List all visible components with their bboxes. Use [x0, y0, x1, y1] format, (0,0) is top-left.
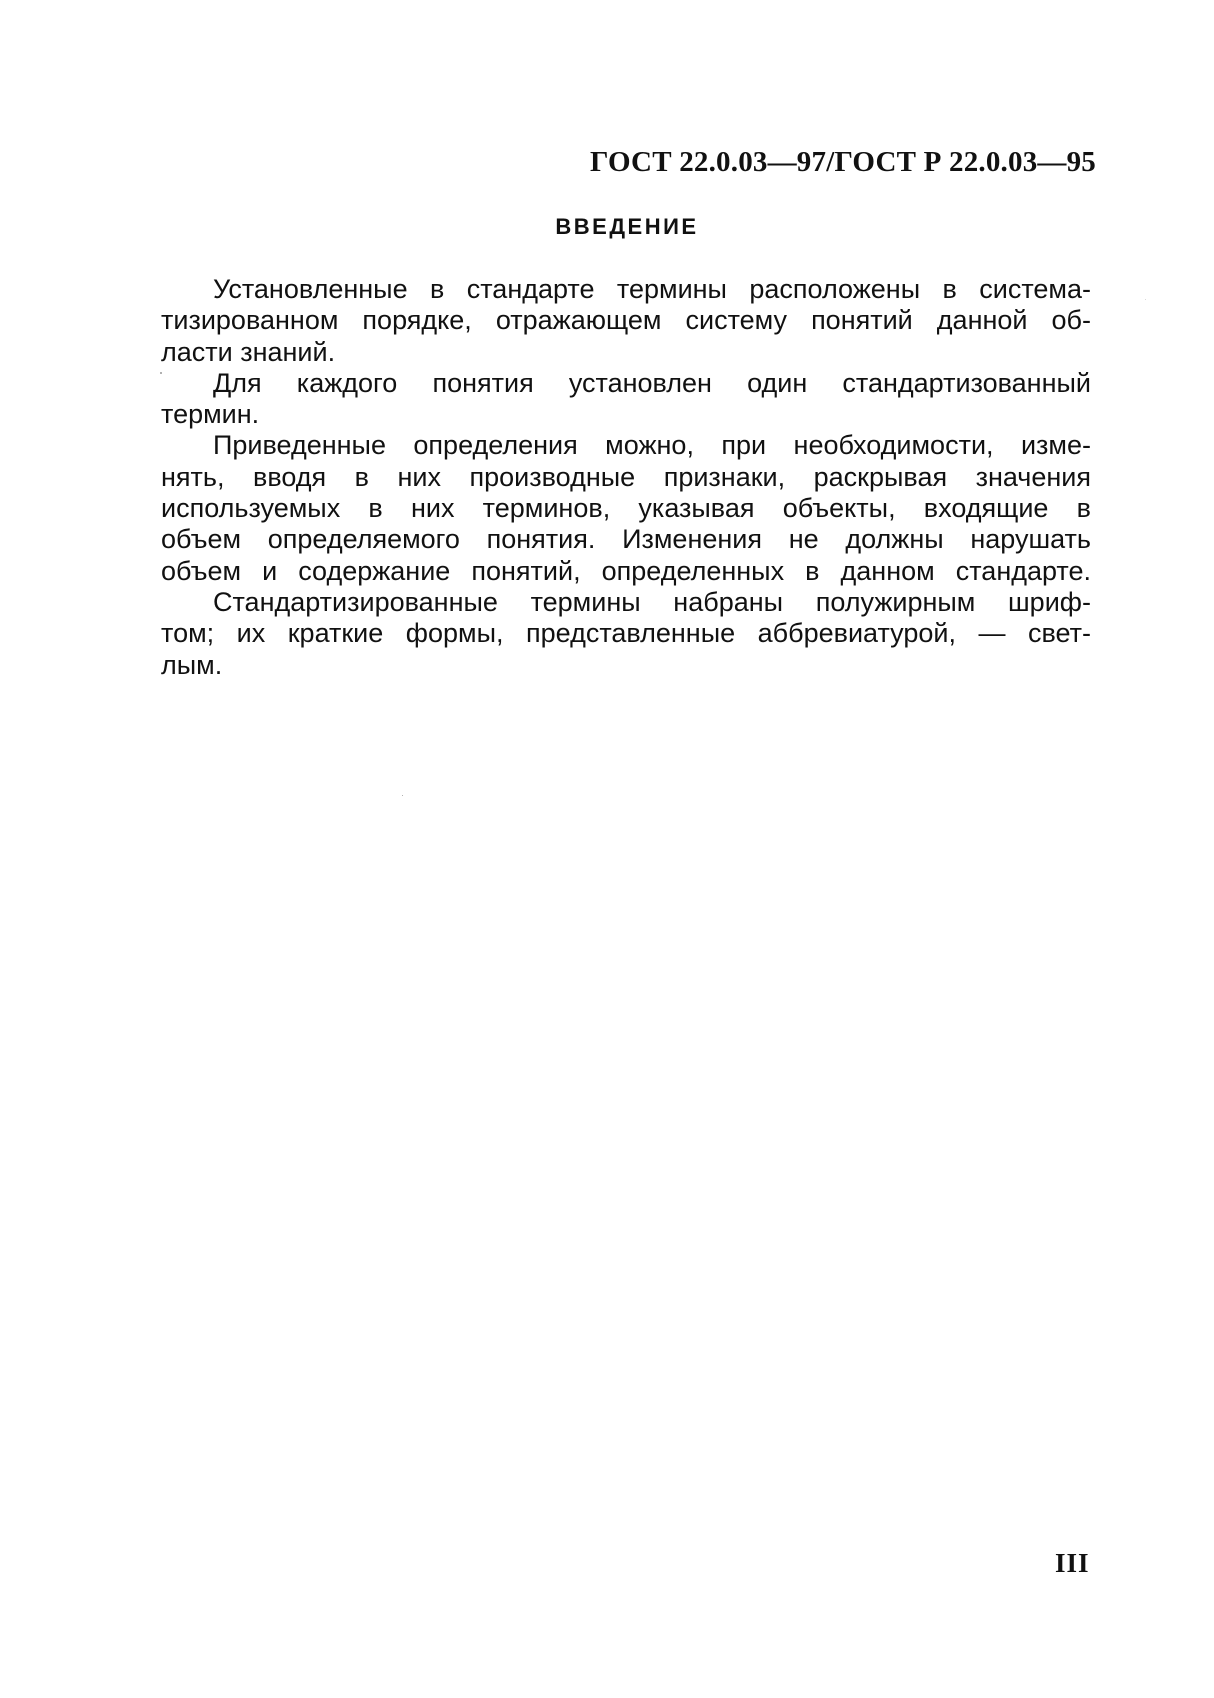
- paragraph-4: [161, 587, 1091, 681]
- paragraph-2: [161, 368, 1091, 431]
- paragraph-1: [161, 274, 1091, 368]
- text-line: лым.: [161, 649, 223, 680]
- text-line: том; их краткие формы, представленные аббревиатурой, — свет-: [161, 618, 1091, 649]
- scan-speck: [160, 372, 162, 374]
- document-header-standard-id: ГОСТ 22.0.03—97/ГОСТ Р 22.0.03—95: [590, 146, 1096, 178]
- text-line: Установленные в стандарте термины расположены в система-: [213, 274, 1091, 304]
- scan-speck: [402, 795, 403, 796]
- text-line: Стандартизированные термины набраны полужирным шриф-: [213, 586, 1091, 617]
- text-line: ласти знаний.: [161, 336, 336, 367]
- text-line: тизированном порядке, отражающем систему понятий данной об-: [161, 305, 1091, 336]
- text-line: нять, вводя в них производные признаки, раскрывая значения: [161, 461, 1091, 492]
- text-line: объем определяемого понятия. Изменения не должны нарушать: [161, 524, 1091, 555]
- text-line: объем и содержание понятий, определенных в данном стандарте.: [161, 555, 1091, 586]
- text-line: термин.: [161, 399, 260, 430]
- section-title: ВВЕДЕНИЕ: [555, 214, 699, 239]
- scan-speck: [1145, 299, 1146, 300]
- page-number: III: [1055, 1548, 1090, 1578]
- introduction-body: [161, 274, 1091, 681]
- text-line: Приведенные определения можно, при необходимости, изме-: [213, 430, 1091, 461]
- text-line: используемых в них терминов, указывая объекты, входящие в: [161, 493, 1091, 524]
- text-line: Для каждого понятия установлен один стандартизованный: [213, 367, 1091, 398]
- paragraph-3: [161, 430, 1091, 586]
